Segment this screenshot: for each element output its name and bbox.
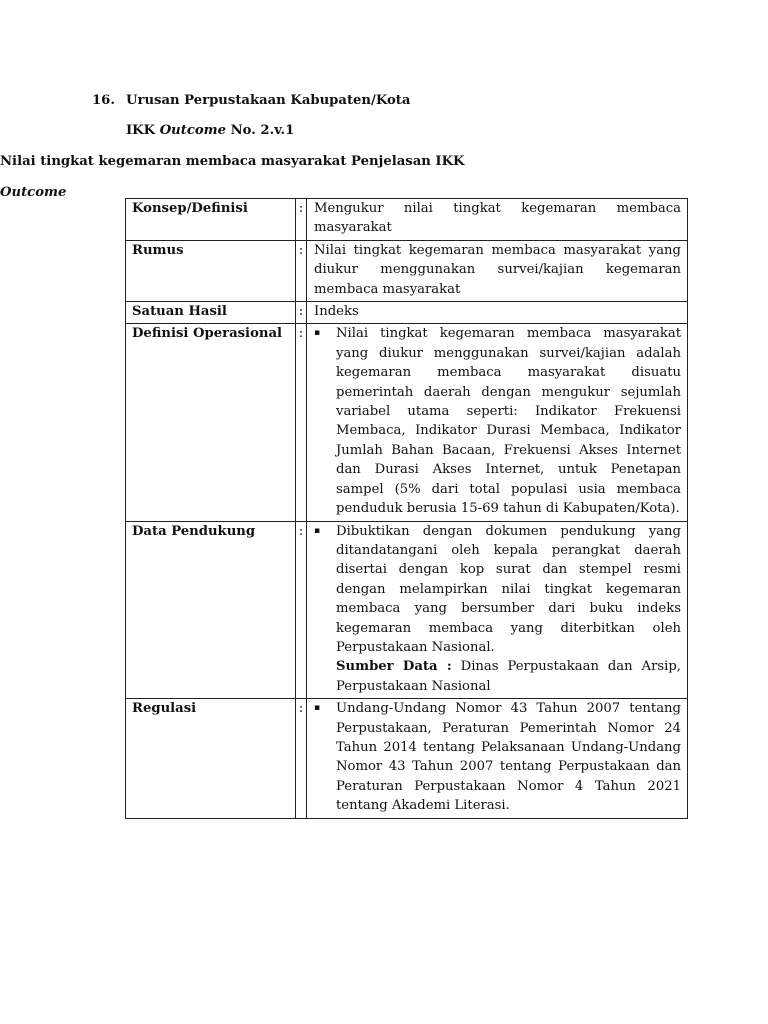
bullet-text: Nilai tingkat kegemaran membaca masyarakat yang diukur menggunakan survei/kajian adalah kegemaran membaca masyarakat disuatu pemerintah daerah dengan mengukur sejumlah variabel utama seperti: Indikator Frekuensi Membaca, Indikator Durasi Membaca, Indikator Jumlah Bahan Bacaan, Frekuensi Akses Internet dan Durasi Akses Internet, untuk Penetapan sampel (5% dari total populasi usia membaca penduduk berusia 15-69 tahun di Kabupaten/Kota). <box>336 326 681 517</box>
row-value <box>307 324 688 521</box>
indicator-title: Nilai tingkat kegemaran membaca masyarakat Penjelasan IKK <box>0 154 465 169</box>
ikk-suffix: No. 2.v.1 <box>226 123 295 138</box>
row-value <box>307 521 688 699</box>
source-value: Dinas Perpustakaan dan Arsip, Perpustakaan Nasional <box>336 659 681 694</box>
bullet-text: Undang-Undang Nomor 43 Tahun 2007 tentang Perpustakaan, Peraturan Pemerintah Nomor 24 Tahun 2014 tentang Pelaksanaan Undang-Undang Nomor 43 Tahun 2007 tentang Perpustakaan dan Peraturan Perpustakaan Nomor 4 Tahun 2021 tentang Akademi Literasi. <box>336 701 681 814</box>
table-row <box>126 240 688 301</box>
row-colon: : <box>296 521 307 699</box>
source-label: Sumber Data : <box>336 659 452 675</box>
bullet-item <box>313 699 681 815</box>
bullet-item <box>313 324 681 518</box>
row-label: Satuan Hasil <box>126 302 296 324</box>
bullet-item <box>313 522 681 697</box>
row-value <box>307 699 688 818</box>
table-row <box>126 521 688 699</box>
square-bullet-icon: ▪ <box>314 328 321 339</box>
section-number: 16. <box>92 93 115 108</box>
row-colon: : <box>296 302 307 324</box>
row-value: Nilai tingkat kegemaran membaca masyarakat yang diukur menggunakan survei/kajian kegemaran membaca masyarakat <box>307 240 688 301</box>
square-bullet-icon: ▪ <box>314 703 321 714</box>
row-colon: : <box>296 699 307 818</box>
bullet-text: Dibuktikan dengan dokumen pendukung yang ditandatangani oleh kepala perangkat daerah disertai dengan kop surat dan stempel resmi dengan melampirkan nilai tingkat kegemaran membaca yang bersumber dari buku indeks kegemaran membaca yang diterbitkan oleh Perpustakaan Nasional. <box>336 523 681 655</box>
table-row <box>126 199 688 241</box>
table-row <box>126 302 688 324</box>
row-value: Indeks <box>307 302 688 324</box>
ikk-outcome: Outcome <box>159 123 227 138</box>
section-title: Urusan Perpustakaan Kabupaten/Kota <box>126 93 411 108</box>
bullet-text-block <box>336 522 681 697</box>
ikk-prefix: IKK <box>126 123 160 138</box>
row-label: Rumus <box>126 240 296 301</box>
outcome-label: Outcome <box>0 185 67 200</box>
ikk-definition-table <box>125 198 688 819</box>
source-line <box>336 657 681 696</box>
square-bullet-icon: ▪ <box>314 525 321 536</box>
ikk-line <box>126 122 294 140</box>
row-label: Regulasi <box>126 699 296 818</box>
table-row <box>126 699 688 818</box>
row-colon: : <box>296 199 307 241</box>
row-value: Mengukur nilai tingkat kegemaran membaca masyarakat <box>307 199 688 241</box>
row-label: Konsep/Definisi <box>126 199 296 241</box>
table-row <box>126 324 688 521</box>
row-label: Definisi Operasional <box>126 324 296 521</box>
row-colon: : <box>296 240 307 301</box>
row-colon: : <box>296 324 307 521</box>
row-label: Data Pendukung <box>126 521 296 699</box>
